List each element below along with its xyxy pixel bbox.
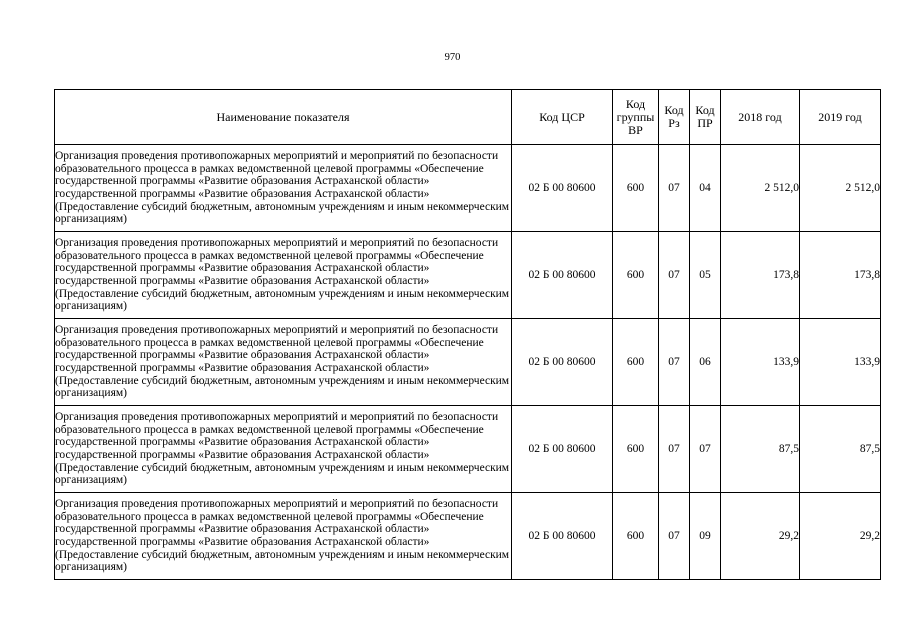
row-pr-cell: 09 xyxy=(690,493,721,580)
row-name-cell: Организация проведения противопожарных мероприятий и мероприятий по безопасности образовательного процесса в рамках ведомственной целевой программы «Обеспечение государственной программы «Развитие образования Астраханской области» государственной программы «Развитие образования Астраханской области» (Предоставление субсидий бюджетным, автономным учреждениям и иным некоммерческим организациям) xyxy=(55,232,512,319)
row-vr-cell: 600 xyxy=(613,406,659,493)
row-name-cell: Организация проведения противопожарных мероприятий и мероприятий по безопасности образовательного процесса в рамках ведомственной целевой программы «Обеспечение государственной программы «Развитие образования Астраханской области» государственной программы «Развитие образования Астраханской области» (Предоставление субсидий бюджетным, автономным учреждениям и иным некоммерческим организациям) xyxy=(55,406,512,493)
row-rz-cell: 07 xyxy=(659,145,690,232)
row-pr-cell: 06 xyxy=(690,319,721,406)
table-row xyxy=(55,493,881,580)
row-vr-cell: 600 xyxy=(613,232,659,319)
row-2019-cell: 2 512,0 xyxy=(800,145,881,232)
table-row xyxy=(55,145,881,232)
row-2019-cell: 133,9 xyxy=(800,319,881,406)
row-vr-cell: 600 xyxy=(613,319,659,406)
row-2019-cell: 173,8 xyxy=(800,232,881,319)
table-row xyxy=(55,232,881,319)
row-pr-cell: 05 xyxy=(690,232,721,319)
table-header-row xyxy=(55,90,881,145)
row-csr-cell: 02 Б 00 80600 xyxy=(512,232,613,319)
row-vr-cell: 600 xyxy=(613,493,659,580)
header-year-2019: 2019 год xyxy=(800,90,881,145)
row-2019-cell: 87,5 xyxy=(800,406,881,493)
table-row xyxy=(55,406,881,493)
row-csr-cell: 02 Б 00 80600 xyxy=(512,145,613,232)
header-rz-code: Код Рз xyxy=(659,90,690,145)
row-name-cell: Организация проведения противопожарных мероприятий и мероприятий по безопасности образовательного процесса в рамках ведомственной целевой программы «Обеспечение государственной программы «Развитие образования Астраханской области» государственной программы «Развитие образования Астраханской области» (Предоставление субсидий бюджетным, автономным учреждениям и иным некоммерческим организациям) xyxy=(55,319,512,406)
row-pr-cell: 07 xyxy=(690,406,721,493)
row-vr-cell: 600 xyxy=(613,145,659,232)
table-row xyxy=(55,319,881,406)
page-number: 970 xyxy=(444,52,461,63)
row-name-cell: Организация проведения противопожарных мероприятий и мероприятий по безопасности образовательного процесса в рамках ведомственной целевой программы «Обеспечение государственной программы «Развитие образования Астраханской области» государственной программы «Развитие образования Астраханской области» (Предоставление субсидий бюджетным, автономным учреждениям и иным некоммерческим организациям) xyxy=(55,145,512,232)
header-year-2018: 2018 год xyxy=(721,90,800,145)
row-rz-cell: 07 xyxy=(659,232,690,319)
row-csr-cell: 02 Б 00 80600 xyxy=(512,406,613,493)
row-rz-cell: 07 xyxy=(659,493,690,580)
row-rz-cell: 07 xyxy=(659,319,690,406)
row-2019-cell: 29,2 xyxy=(800,493,881,580)
row-pr-cell: 04 xyxy=(690,145,721,232)
header-vr-code: Код группы ВР xyxy=(613,90,659,145)
budget-table xyxy=(54,89,881,580)
header-pr-code: Код ПР xyxy=(690,90,721,145)
row-rz-cell: 07 xyxy=(659,406,690,493)
header-csr-code: Код ЦСР xyxy=(512,90,613,145)
row-csr-cell: 02 Б 00 80600 xyxy=(512,319,613,406)
row-2018-cell: 133,9 xyxy=(721,319,800,406)
row-2018-cell: 87,5 xyxy=(721,406,800,493)
row-2018-cell: 29,2 xyxy=(721,493,800,580)
row-csr-cell: 02 Б 00 80600 xyxy=(512,493,613,580)
row-2018-cell: 173,8 xyxy=(721,232,800,319)
header-name: Наименование показателя xyxy=(55,90,512,145)
row-name-cell: Организация проведения противопожарных мероприятий и мероприятий по безопасности образовательного процесса в рамках ведомственной целевой программы «Обеспечение государственной программы «Развитие образования Астраханской области» государственной программы «Развитие образования Астраханской области» (Предоставление субсидий бюджетным, автономным учреждениям и иным некоммерческим организациям) xyxy=(55,493,512,580)
row-2018-cell: 2 512,0 xyxy=(721,145,800,232)
